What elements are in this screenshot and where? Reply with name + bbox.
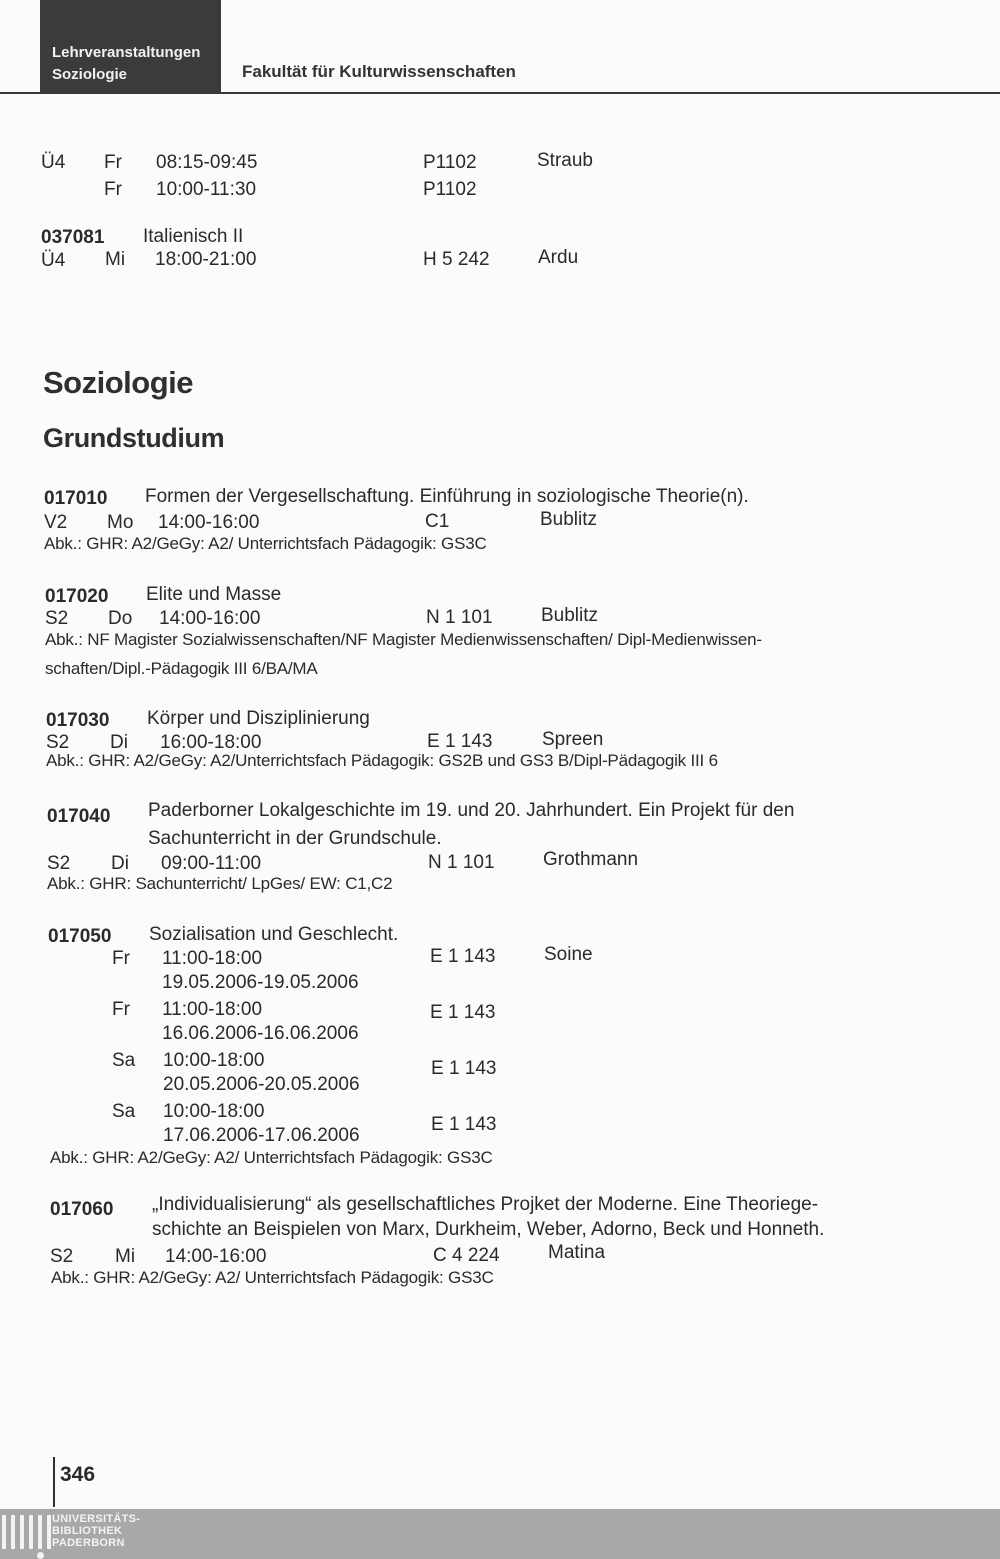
course-time: 11:00-18:00 bbox=[162, 999, 263, 1020]
page-number: 346 bbox=[60, 1463, 96, 1486]
course-id: 017040 bbox=[47, 806, 111, 827]
course-day: Sa bbox=[112, 1050, 136, 1071]
course-time: 18:00-21:00 bbox=[155, 249, 257, 270]
library-logo-text bbox=[52, 1513, 140, 1549]
course-abk: Abk.: GHR: A2/GeGy: A2/Unterrichtsfach Pädagogik: GS2B und GS3 B/Dipl-Pädagogik III 6 bbox=[46, 751, 718, 770]
course-day: Di bbox=[110, 732, 128, 753]
course-type: S2 bbox=[46, 732, 70, 753]
course-room: N 1 101 bbox=[426, 607, 493, 628]
course-title: „Individualisierung“ als gesellschaftliches Projket der Moderne. Eine Theoriege- bbox=[152, 1194, 819, 1215]
course-day: Mi bbox=[105, 249, 126, 270]
course-room: E 1 143 bbox=[431, 1114, 497, 1135]
course-title: Körper und Disziplinierung bbox=[147, 708, 370, 729]
course-room: C1 bbox=[425, 511, 450, 532]
course-abk: Abk.: GHR: Sachunterricht/ LpGes/ EW: C1,C2 bbox=[47, 874, 393, 893]
course-room: E 1 143 bbox=[431, 1058, 497, 1079]
course-day: Sa bbox=[112, 1101, 136, 1122]
course-title: Elite und Masse bbox=[146, 584, 282, 605]
course-id: 017010 bbox=[44, 488, 108, 509]
course-type: S2 bbox=[45, 608, 69, 629]
header-box-line2: Soziologie bbox=[52, 66, 127, 83]
course-dates: 20.05.2006-20.05.2006 bbox=[163, 1074, 360, 1095]
prev-course-day: Fr bbox=[104, 179, 122, 200]
page-number-rule bbox=[53, 1457, 55, 1507]
prev-course-time: 10:00-11:30 bbox=[156, 179, 257, 200]
course-day: Mo bbox=[107, 512, 134, 533]
course-time: 10:00-18:00 bbox=[163, 1101, 265, 1122]
section-title: Soziologie bbox=[43, 365, 193, 400]
course-dates: 17.06.2006-17.06.2006 bbox=[163, 1125, 360, 1146]
course-id: 017030 bbox=[46, 710, 110, 731]
course-time: 09:00-11:00 bbox=[161, 853, 262, 874]
course-day: Di bbox=[111, 853, 129, 874]
course-id: 037081 bbox=[41, 227, 105, 248]
course-room: E 1 143 bbox=[430, 1002, 496, 1023]
course-time: 16:00-18:00 bbox=[160, 732, 262, 753]
course-day: Fr bbox=[112, 999, 130, 1020]
prev-course-day: Fr bbox=[104, 152, 122, 173]
course-abk: Abk.: GHR: A2/GeGy: A2/ Unterrichtsfach Pädagogik: GS3C bbox=[44, 534, 487, 553]
course-id: 017020 bbox=[45, 586, 109, 607]
prev-course-type: Ü4 bbox=[41, 152, 66, 173]
library-logo-dot bbox=[37, 1552, 44, 1559]
course-title: Sachunterricht in der Grundschule. bbox=[148, 828, 442, 849]
prev-course-room: P1102 bbox=[423, 152, 477, 173]
header-box-line1: Lehrveranstaltungen bbox=[52, 44, 201, 61]
course-abk: Abk.: GHR: A2/GeGy: A2/ Unterrichtsfach Pädagogik: GS3C bbox=[50, 1148, 493, 1167]
library-logo-line3: PADERBORN bbox=[52, 1537, 125, 1549]
course-time: 14:00-16:00 bbox=[158, 512, 260, 533]
course-day: Fr bbox=[112, 948, 130, 969]
course-lecturer: Bublitz bbox=[540, 509, 598, 530]
prev-course-lecturer: Straub bbox=[537, 150, 593, 171]
course-id: 017060 bbox=[50, 1199, 114, 1220]
course-type: V2 bbox=[44, 512, 68, 533]
course-room: E 1 143 bbox=[430, 946, 496, 967]
prev-course-time: 08:15-09:45 bbox=[156, 152, 258, 173]
course-lecturer: Soine bbox=[544, 944, 593, 965]
prev-course-room: P1102 bbox=[423, 179, 477, 200]
course-room: H 5 242 bbox=[423, 249, 490, 270]
library-logo-line2: BIBLIOTHEK bbox=[52, 1525, 123, 1537]
course-dates: 19.05.2006-19.05.2006 bbox=[162, 972, 359, 993]
course-time: 14:00-16:00 bbox=[159, 608, 261, 629]
course-day: Mi bbox=[115, 1246, 136, 1267]
course-room: N 1 101 bbox=[428, 852, 495, 873]
section-header-box bbox=[40, 0, 221, 93]
library-footer bbox=[0, 1509, 1000, 1559]
course-day: Do bbox=[108, 608, 133, 629]
course-title: Italienisch II bbox=[143, 226, 244, 247]
course-abk: schaften/Dipl.-Pädagogik III 6/BA/MA bbox=[45, 659, 318, 678]
course-room: E 1 143 bbox=[427, 731, 493, 752]
course-lecturer: Grothmann bbox=[543, 849, 639, 870]
course-time: 14:00-16:00 bbox=[165, 1246, 267, 1267]
library-logo-line1: UNIVERSITÄTS- bbox=[52, 1513, 141, 1525]
course-type: S2 bbox=[50, 1246, 74, 1267]
course-title: schichte an Beispielen von Marx, Durkheim, Weber, Adorno, Beck und Honneth. bbox=[152, 1219, 825, 1240]
course-lecturer: Bublitz bbox=[541, 605, 599, 626]
course-title: Formen der Vergesellschaftung. Einführung in soziologische Theorie(n). bbox=[145, 486, 749, 507]
course-lecturer: Ardu bbox=[538, 247, 579, 268]
course-lecturer: Spreen bbox=[542, 729, 604, 750]
course-title: Sozialisation und Geschlecht. bbox=[149, 924, 399, 945]
course-type: S2 bbox=[47, 853, 71, 874]
header-rule bbox=[0, 92, 1000, 94]
course-id: 017050 bbox=[48, 926, 112, 947]
course-abk: Abk.: GHR: A2/GeGy: A2/ Unterrichtsfach Pädagogik: GS3C bbox=[51, 1268, 494, 1287]
course-time: 11:00-18:00 bbox=[162, 948, 263, 969]
course-time: 10:00-18:00 bbox=[163, 1050, 265, 1071]
course-lecturer: Matina bbox=[548, 1242, 606, 1263]
section-subtitle: Grundstudium bbox=[43, 423, 225, 453]
course-type: Ü4 bbox=[41, 250, 66, 271]
course-dates: 16.06.2006-16.06.2006 bbox=[162, 1023, 359, 1044]
course-abk: Abk.: NF Magister Sozialwissenschaften/NF Magister Medienwissenschaften/ Dipl-Medienwissen- bbox=[45, 630, 762, 649]
course-room: C 4 224 bbox=[433, 1245, 500, 1266]
library-logo-icon bbox=[2, 1515, 51, 1549]
faculty-title: Fakultät für Kulturwissenschaften bbox=[242, 62, 516, 81]
course-title: Paderborner Lokalgeschichte im 19. und 20. Jahrhundert. Ein Projekt für den bbox=[148, 800, 795, 821]
